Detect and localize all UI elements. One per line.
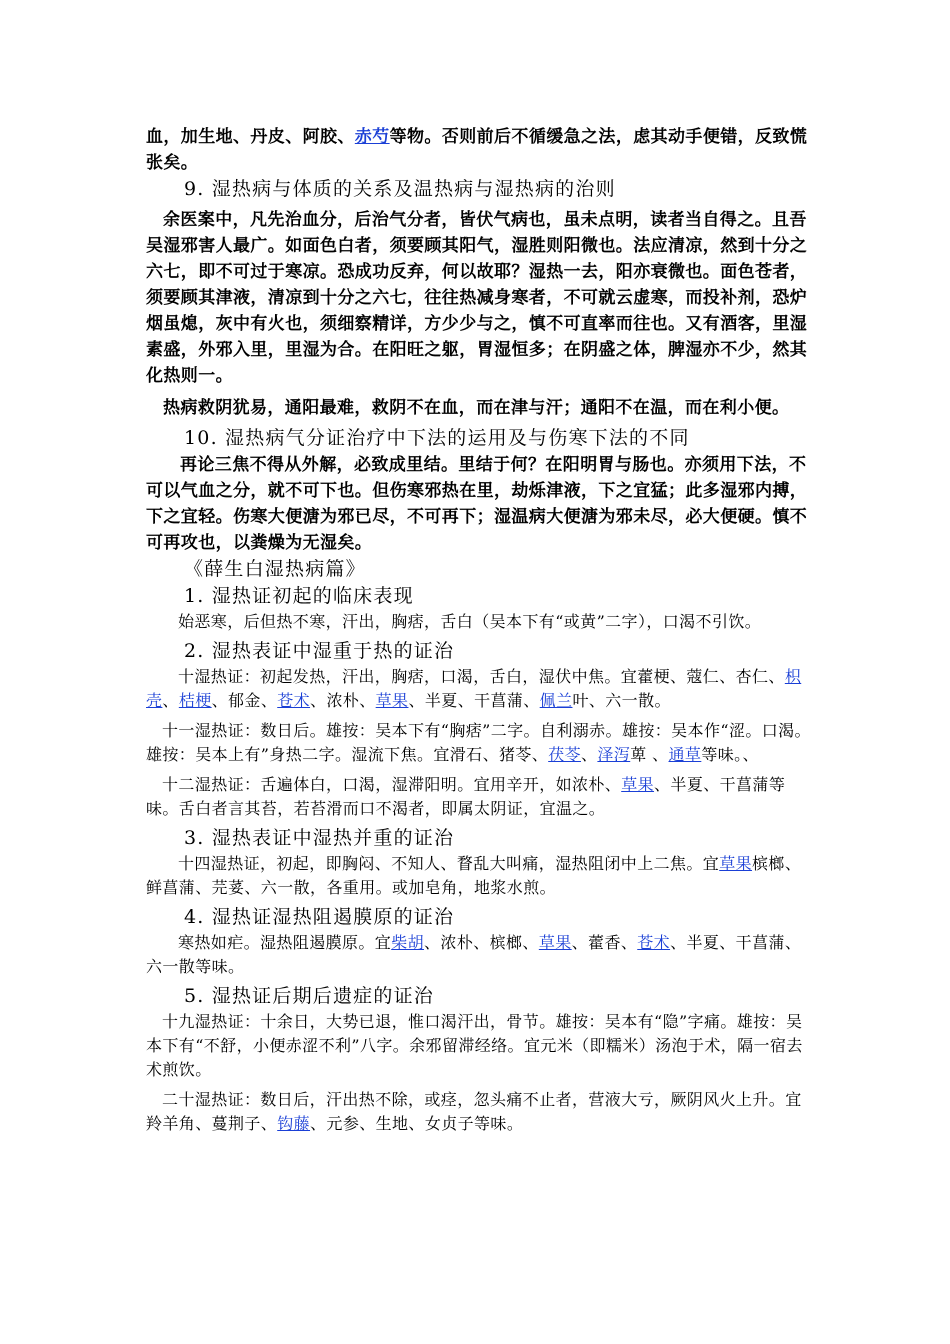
text: 、	[162, 691, 179, 710]
paragraph: 十九湿热证：十余日，大势已退，惟口渴汗出，骨节。雄按：吴本有“隐”字痛。雄按：吴本下有“不舒，小便赤涩不利”八字。余邪留滞经络。宜元米（即糯米）汤泡于术，隔一宿去术煎饮。	[146, 1012, 803, 1079]
page-body	[146, 124, 816, 1136]
text: 、郁金、	[211, 691, 278, 710]
herb-link[interactable]: 柴胡	[391, 933, 425, 952]
text: 槟榔、鲜菖蒲、芫荽、六一散，各重用。或加皂角，地浆水煎。	[146, 854, 802, 897]
text: 、元参、生地、女贞子等味。	[310, 1114, 524, 1133]
text: 、半夏、干菖蒲、六一散等味。	[146, 933, 802, 976]
herb-link[interactable]: 泽泻	[597, 745, 631, 764]
paragraph	[146, 719, 816, 767]
herb-link[interactable]: 通草	[668, 745, 702, 764]
herb-link[interactable]: 草果	[538, 933, 572, 952]
text: 、	[581, 745, 598, 764]
section-heading-3: 3. 湿热表证中湿热并重的证治	[184, 827, 455, 849]
text: 、藿香、	[571, 933, 638, 952]
text: 叶、六一散。	[572, 691, 671, 710]
paragraph	[146, 1088, 816, 1136]
section-heading-4: 4. 湿热证湿热阻遏膜原的证治	[184, 906, 455, 928]
text: 二十湿热证：数日后，汗出热不除，或痉，忽头痛不止者，营液大亏，厥阴风火上升。宜羚羊角、蔓荆子、	[146, 1090, 802, 1133]
text: 等味。、	[701, 745, 759, 764]
paragraph: 再论三焦不得从外解，必致成里结。里结于何？在阳明胃与肠也。亦须用下法，不可以气血之分，就不可下也。但伤寒邪热在里，劫烁津液，下之宜猛；此多湿邪内搏，下之宜轻。伤寒大便溏为邪已尽，不可再下；湿温病大便溏为邪未尽，必大便硬。慎不可再攻也，以粪燥为无湿矣。	[146, 455, 808, 553]
paragraph	[146, 773, 816, 821]
text: 十湿热证：初起发热，汗出，胸痞，口渴，舌白，湿伏中焦。宜藿梗、蔻仁、杏仁、	[178, 667, 785, 686]
book-title: 《薛生白湿热病篇》	[184, 558, 366, 580]
text: 萆 、	[630, 745, 669, 764]
paragraph-continuation	[146, 124, 816, 176]
herb-link[interactable]: 草果	[621, 775, 655, 794]
text: 寒热如疟。湿热阻遏膜原。宜	[178, 933, 392, 952]
herb-link[interactable]: 枳壳	[146, 667, 802, 710]
herb-link[interactable]: 桔梗	[178, 691, 212, 710]
section-heading-9: 9. 湿热病与体质的关系及温热病与湿热病的治则	[184, 178, 616, 200]
paragraph: 始恶寒，后但热不寒，汗出，胸痞，舌白（吴本下有“或黄”二字），口渴不引饮。	[178, 612, 762, 631]
text: 、半夏、干菖蒲等味。舌白者言其苔，若苔滑而口不渴者，即属太阴证，宜温之。	[146, 775, 786, 818]
herb-link[interactable]: 茯苓	[548, 745, 581, 764]
section-heading-10: 10. 湿热病气分证治疗中下法的运用及与伤寒下法的不同	[184, 427, 690, 449]
text: 十二湿热证：舌遍体白，口渴，湿滞阳明。宜用辛开，如浓朴、	[162, 775, 622, 794]
paragraph: 余医案中，凡先治血分，后治气分者，皆伏气病也，虽未点明，读者当自得之。且吾吴湿邪害人最广。如面色白者，须要顾其阳气，湿胜则阳微也。法应清凉，然到十分之六七，即不可过于寒凉。恐成功反弃，何以故耶？湿热一去，阳亦衰微也。面色苍者，须要顾其津液，清凉到十分之六七，往往热减身寒者，不可就云虚寒，而投补剂，恐炉烟虽熄，灰中有火也，须细察精详，方少少与之，慎不可直率而往也。又有酒客，里湿素盛，外邪入里，里湿为合。在阳旺之躯，胃湿恒多；在阴盛之体，脾湿亦不少，然其化热则一。	[146, 210, 808, 386]
text: 、浓朴、	[310, 691, 376, 710]
text: 、浓朴、槟榔、	[424, 933, 539, 952]
herb-link[interactable]: 草果	[375, 691, 409, 710]
paragraph	[146, 931, 816, 979]
paragraph	[146, 665, 816, 713]
herb-link[interactable]: 钩藤	[277, 1114, 311, 1133]
text: 、半夏、干菖蒲、	[408, 691, 540, 710]
text: 等物。否则前后不循缓急之法，虑其动手便错，反致慌张矣。	[146, 127, 808, 173]
text: 十一湿热证：数日后。雄按：吴本下有“胸痞”二字。自利溺赤。雄按：吴本作“涩。口渴。雄按：吴本上有”身热二字。湿流下焦。宜滑石、猪苓、	[146, 721, 811, 764]
paragraph: 热病救阴犹易，通阳最难，救阴不在血，而在津与汗；通阳不在温，而在利小便。	[163, 398, 790, 418]
text: 十四湿热证，初起，即胸闷、不知人、瞀乱大叫痛，湿热阻闭中上二焦。宜	[178, 854, 720, 873]
section-heading-1: 1. 湿热证初起的临床表现	[184, 585, 414, 607]
herb-link[interactable]: 赤芍	[354, 127, 390, 147]
section-heading-2: 2. 湿热表证中湿重于热的证治	[184, 640, 455, 662]
herb-link[interactable]: 苍术	[637, 933, 671, 952]
text: 血，加生地、丹皮、阿胶、	[146, 127, 355, 147]
herb-link[interactable]: 草果	[719, 854, 753, 873]
herb-link[interactable]: 佩兰	[539, 691, 573, 710]
paragraph	[146, 852, 816, 900]
section-heading-5: 5. 湿热证后期后遗症的证治	[184, 985, 434, 1007]
herb-link[interactable]: 苍术	[277, 691, 311, 710]
